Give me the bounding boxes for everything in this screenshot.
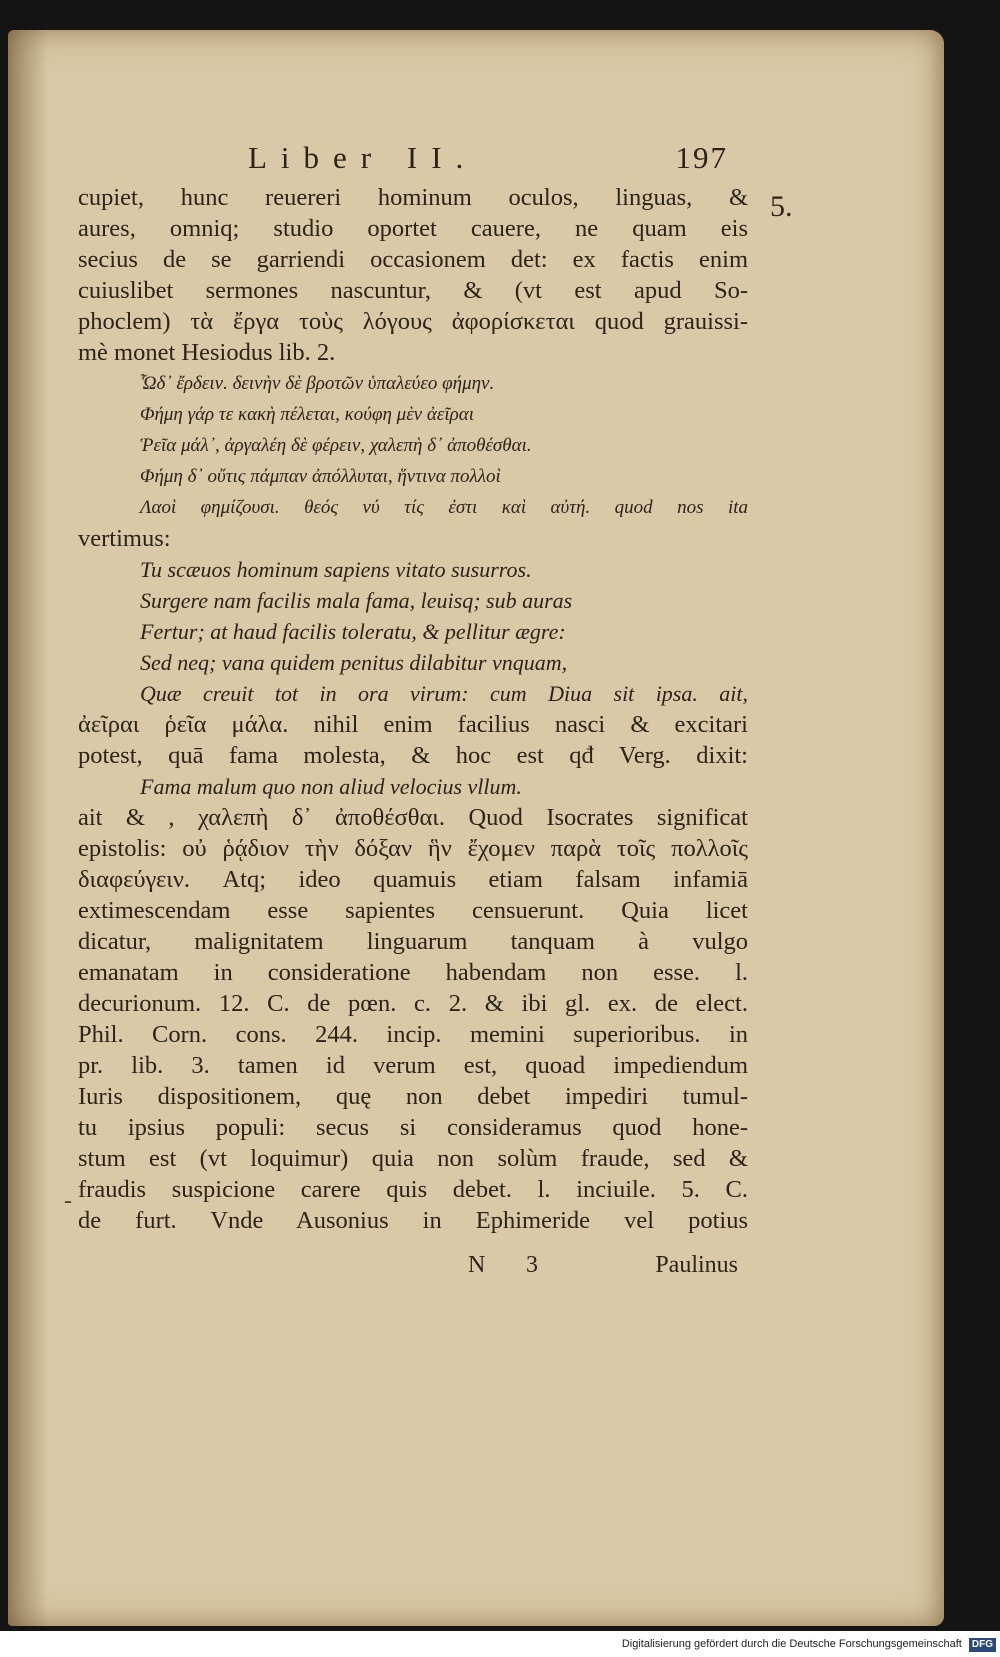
- text-line: Fama malum quo non aliud velocius vllum.: [140, 774, 522, 799]
- running-head-title: Liber II.: [248, 140, 478, 175]
- body-text: [78, 182, 748, 1236]
- text-line: Φήμη γάρ τε κακὴ πέλεται, κούφη μὲν ἀεῖραι: [140, 404, 474, 425]
- text-line: Λαοὶ φημίζουσι. θεός νύ τίς ἐστι καὶ αὐτή. quod nos ita: [140, 497, 748, 518]
- signature-mark: N: [468, 1252, 486, 1278]
- text-line: potest, quā fama molesta, & hoc est qđ Verg. dixit:: [78, 742, 748, 769]
- text-line: de furt. Vnde Ausonius in Ephimeride vel potius: [78, 1207, 748, 1234]
- text-line: epistolis: οὐ ῥᾴδιον τὴν δόξαν ἣν ἔχομεν παρὰ τοῖς πολλοῖς: [78, 835, 748, 862]
- text-line: cupiet, hunc reuereri hominum oculos, linguas, &: [78, 184, 748, 211]
- text-line: vertimus:: [78, 525, 171, 552]
- text-line: Surgere nam facilis mala fama, leuisq; sub auras: [140, 588, 573, 613]
- catchline: [468, 1252, 738, 1282]
- text-line: Ῥεῖα μάλ᾽, ἀργαλέη δὲ φέρειν, χαλεπὴ δ᾽ ἀποθέσθαι.: [140, 435, 532, 456]
- text-line: mè monet Hesiodus lib. 2.: [78, 339, 336, 366]
- book-page: [8, 30, 944, 1626]
- text-line: extimescendam esse sapientes censuerunt. Quia licet: [78, 897, 748, 924]
- text-line: Φήμη δ᾽ οὔτις πάμπαν ἀπόλλυται, ἥντινα πολλοὶ: [140, 466, 501, 487]
- text-line: pr. lib. 3. tamen id verum est, quoad impediendum: [78, 1052, 748, 1079]
- text-line: fraudis suspicione carere quis debet. l. inciuile. 5. C.: [78, 1176, 748, 1203]
- text-line: ait & , χαλεπὴ δ᾽ ἀποθέσθαι. Quod Isocrates significat: [78, 804, 748, 831]
- text-line: διαφεύγειν. Atq; ideo quamuis etiam falsam infamiā: [78, 866, 748, 893]
- text-line: Fertur; at haud facilis toleratu, & pellitur ægre:: [140, 619, 566, 644]
- digitization-footer: [0, 1631, 1000, 1657]
- text-line: Tu scæuos hominum sapiens vitato susurros.: [140, 557, 532, 582]
- text-line: phoclem) τὰ ἔργα τοὺς λόγους ἀφορίσκεται quod grauissi-: [78, 308, 748, 335]
- text-line: ἀεῖραι ῥεῖα μάλα. nihil enim facilius nasci & excitari: [78, 711, 748, 738]
- page-number: 197: [675, 140, 728, 175]
- margin-mark: -: [64, 1188, 72, 1214]
- catchword: Paulinus: [655, 1252, 738, 1278]
- text-line: Ὧδ᾽ ἔρδειν. δεινὴν δὲ βροτῶν ὑπαλεύεο φήμην.: [140, 373, 495, 394]
- text-line: tu ipsius populi: secus si consideramus quod hone-: [78, 1114, 748, 1141]
- text-line: cuiuslibet sermones nascuntur, & (vt est apud So-: [78, 277, 748, 304]
- footer-credit: Digitalisierung gefördert durch die Deutsche Forschungsgemeinschaft: [621, 1638, 962, 1650]
- dfg-logo: DFG: [969, 1638, 996, 1652]
- text-line: stum est (vt loquimur) quia non solùm fraude, sed &: [78, 1145, 748, 1172]
- running-head: [248, 140, 728, 180]
- text-line: Quæ creuit tot in ora virum: cum Diua sit ipsa. ait,: [140, 681, 748, 706]
- text-line: secius de se garriendi occasionem det: ex factis enim: [78, 246, 748, 273]
- text-line: Phil. Corn. cons. 244. incip. memini superioribus. in: [78, 1021, 748, 1048]
- signature-number: 3: [526, 1252, 538, 1278]
- margin-note: 5.: [770, 190, 793, 223]
- text-line: Iuris dispositionem, quę non debet impediri tumul-: [78, 1083, 748, 1110]
- text-line: Sed neq; vana quidem penitus dilabitur vnquam,: [140, 650, 568, 675]
- text-line: dicatur, malignitatem linguarum tanquam à vulgo: [78, 928, 748, 955]
- text-line: emanatam in consideratione habendam non esse. l.: [78, 959, 748, 986]
- text-line: aures, omniq; studio oportet cauere, ne quam eis: [78, 215, 748, 242]
- text-line: decurionum. 12. C. de pœn. c. 2. & ibi gl. ex. de elect.: [78, 990, 748, 1017]
